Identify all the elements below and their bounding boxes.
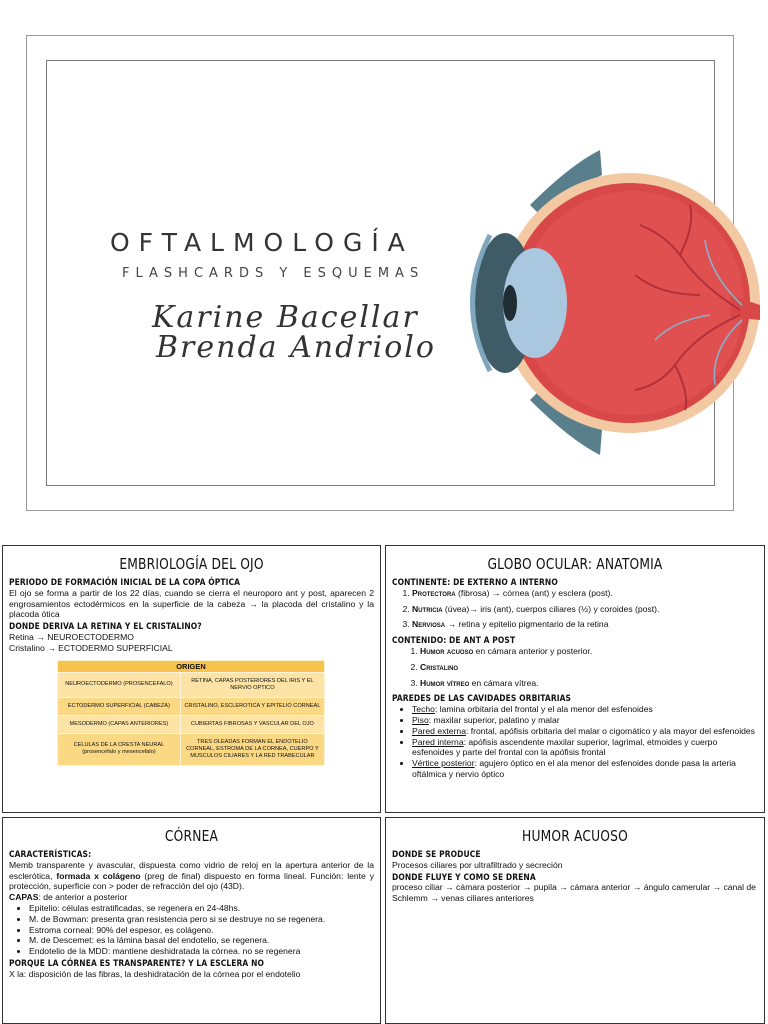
list-item-text: : apófisis ascendente maxilar superior, lagrimal, etmoides y cuerpo esfenoides y parte del frontal con la apófisis frontal — [412, 736, 718, 758]
card-title-embriologia: EMBRIOLOGÍA DEL OJO — [119, 555, 264, 573]
list-item-text: en cámara vítrea. — [469, 677, 539, 688]
section-heading-transparente: PORQUE LA CÓRNEA ES TRANSPARENTE? Y LA ESCLERA NO — [9, 957, 264, 968]
card-globo-ocular — [385, 545, 765, 813]
list-item-text: → retina y epitelio pigmentario de la retina — [445, 619, 609, 630]
list-item-term: Pared interna — [412, 736, 464, 747]
list-contenido — [392, 646, 758, 688]
origin-table-header: ORIGEN — [58, 660, 325, 672]
list-item — [412, 715, 758, 726]
list-item — [412, 737, 758, 759]
card-title-globo: GLOBO OCULAR: ANATOMIA — [487, 555, 663, 573]
list-item-term: Piso — [412, 714, 429, 725]
list-item — [412, 619, 758, 630]
card-title-cornea: CÓRNEA — [164, 827, 219, 845]
table-cell: CELULAS DE LA CRESTA NEURAL (prosencefalo y mesencefalo) — [58, 733, 181, 765]
section-heading-contenido: CONTENIDO: DE ANT A POST — [392, 635, 516, 646]
paragraph-formacion: El ojo se forma a partir de los 22 días, cuando se cierra el neuroporo ant y post, aparecen 2 engrosamientos ectodérmicos en la superficie de la cabeza → la placoda del cristalino y la placoda ótica — [9, 587, 374, 620]
list-item: • M. de Bowman: presenta gran resistencia pero si se destruye no se regenera. — [29, 914, 374, 925]
list-item-term: Nutricia — [412, 603, 443, 614]
list-item — [412, 588, 758, 599]
list-item-text: : frontal, apófisis orbitaria del malar o cigomático y ala mayor del esfenoides — [465, 725, 755, 736]
paragraph-drena: proceso ciliar → cámara posterior → pupila → cámara anterior → ángulo camerular → canal de Schlemm → venas ciliares anteriores — [392, 882, 756, 904]
list-item-text: en cámara anterior y posterior. — [473, 645, 593, 656]
table-cell: TRES OLEADAS FORMAN EL ENDOTELIO CORNEAL, ESTROMA DE LA CORNEA, CUERPO Y MUSCULOS CILIARES Y LA RED TRABECULAR — [180, 733, 324, 765]
capas-text: : de anterior a posterior — [38, 892, 128, 903]
section-heading-continente: CONTINENTE: DE EXTERNO A INTERNO — [392, 577, 558, 587]
list-item-text: (fibrosa) → córnea (ant) y esclera (post). — [455, 587, 613, 598]
list-item-text: (úvea)→ iris (ant), cuerpos ciliares (½) y coroides (post). — [442, 603, 660, 614]
text-cristalino-origin: Cristalino → ECTODERMO SUPERFICIAL — [9, 642, 173, 653]
table-cell: NEUROECTODERMO (PROSENCEFALO) — [58, 672, 181, 697]
card-cornea — [2, 817, 381, 1024]
paragraph-produce: Procesos ciliares por ultrafiltrado y secreción — [392, 859, 563, 870]
capas-label: CAPAS — [9, 892, 39, 903]
section-heading-drena: DONDE FLUYE Y COMO SE DRENA — [392, 871, 536, 882]
table-cell: CUBIERTAS FIBROSAS Y VASCULAR DEL OJO — [180, 715, 324, 733]
list-item — [412, 758, 758, 780]
author-signature-1: Karine Bacellar — [152, 300, 419, 335]
list-item-text: : agujero óptico en el ala menor del esfenoides donde pasa la arteria oftálmica y nervio óptico — [412, 758, 736, 779]
list-item-term: Protectora — [412, 587, 456, 598]
list-item-text: : lamina orbitaria del frontal y el ala menor del esfenoides — [434, 704, 653, 715]
text-bold: formada x colágeno — [56, 870, 141, 881]
pupil — [503, 285, 517, 321]
text-span: (preg de final) dispuesto en forma lineal. Función: lente y protección, superficie con > poder de refracción del ojo (43D). — [9, 870, 374, 892]
table-row — [58, 715, 325, 733]
list-paredes — [392, 704, 758, 780]
table-cell: MESODERMO (CAPAS ANTERIORES) — [58, 715, 181, 733]
section-heading-copa-optica: PERIODO DE FORMACIÓN INICIAL DE LA COPA ÓPTICA — [9, 577, 241, 587]
card-embriologia — [2, 545, 381, 813]
table-row — [58, 733, 325, 765]
list-item — [420, 646, 758, 657]
table-row — [58, 697, 325, 715]
list-item: • M. de Descemet: es la lámina basal del endotelio, se regenera. — [29, 935, 374, 946]
text-span: Memb transparente y avascular, dispuesta como vidrio de reloj en la apertura anterior de la esclerótica, — [9, 859, 374, 881]
section-heading-paredes: PAREDES DE LAS CAVIDADES ORBITARIAS — [392, 693, 572, 704]
list-item — [412, 704, 758, 715]
table-cell: ECTODERMO SUPERFICIAL (CABEZA) — [58, 697, 181, 715]
list-item: • Epitelio: células estratificadas, se regenera en 24-48hs. — [29, 903, 374, 914]
card-humor-acuoso — [385, 817, 765, 1024]
table-cell: CRISTALINO, ESCLEROTICA Y EPITELIO CORNEAL — [180, 697, 324, 715]
origin-table — [57, 660, 325, 766]
paragraph-transparente: X la: disposición de las fibras, la deshidratación de la córnea por el endotelio — [9, 968, 301, 979]
cover-title: OFTALMOLOGÍA — [110, 228, 414, 257]
list-item — [412, 604, 758, 615]
list-capas — [9, 903, 374, 957]
list-item-text: : maxilar superior, palatino y malar — [428, 714, 560, 725]
eye-illustration — [460, 145, 760, 460]
list-item: • Endotelio de la MDD: mantiene deshidratada la córnea. no se regenera — [29, 946, 374, 957]
section-heading-caracteristicas: CARACTERÍSTICAS: — [9, 849, 92, 859]
table-row — [58, 672, 325, 697]
list-continente — [392, 588, 758, 630]
list-item — [420, 662, 758, 673]
list-item: • Estroma corneal: 90% del espesor, es colágeno. — [29, 925, 374, 936]
author-signature-2: Brenda Andriolo — [156, 330, 436, 365]
table-cell: RETINA, CAPAS POSTERIORES DEL IRIS Y EL NERVIO OPTICO — [180, 672, 324, 697]
list-item-term: Pared externa — [412, 725, 466, 736]
capas-line — [9, 892, 374, 903]
list-item — [420, 678, 758, 689]
list-item-term: Humor acuoso — [420, 645, 474, 656]
text-retina-origin: Retina → NEUROECTODERMO — [9, 631, 134, 642]
cover-subtitle: FLASHCARDS Y ESQUEMAS — [122, 266, 425, 281]
section-heading-deriva: DONDE DERIVA LA RETINA Y EL CRISTALINO? — [9, 621, 202, 632]
list-item-term: Techo — [412, 704, 435, 715]
list-item-term: Humor vítreo — [420, 677, 470, 688]
section-heading-produce: DONDE SE PRODUCE — [392, 849, 481, 859]
list-item-term: Cristalino — [420, 661, 459, 672]
list-item — [412, 726, 758, 737]
list-item-term: Vértice posterior — [412, 758, 475, 769]
card-title-humor: HUMOR ACUOSO — [522, 827, 628, 845]
paragraph-caracteristicas — [9, 860, 374, 892]
list-item-term: Nerviosa — [412, 619, 446, 630]
